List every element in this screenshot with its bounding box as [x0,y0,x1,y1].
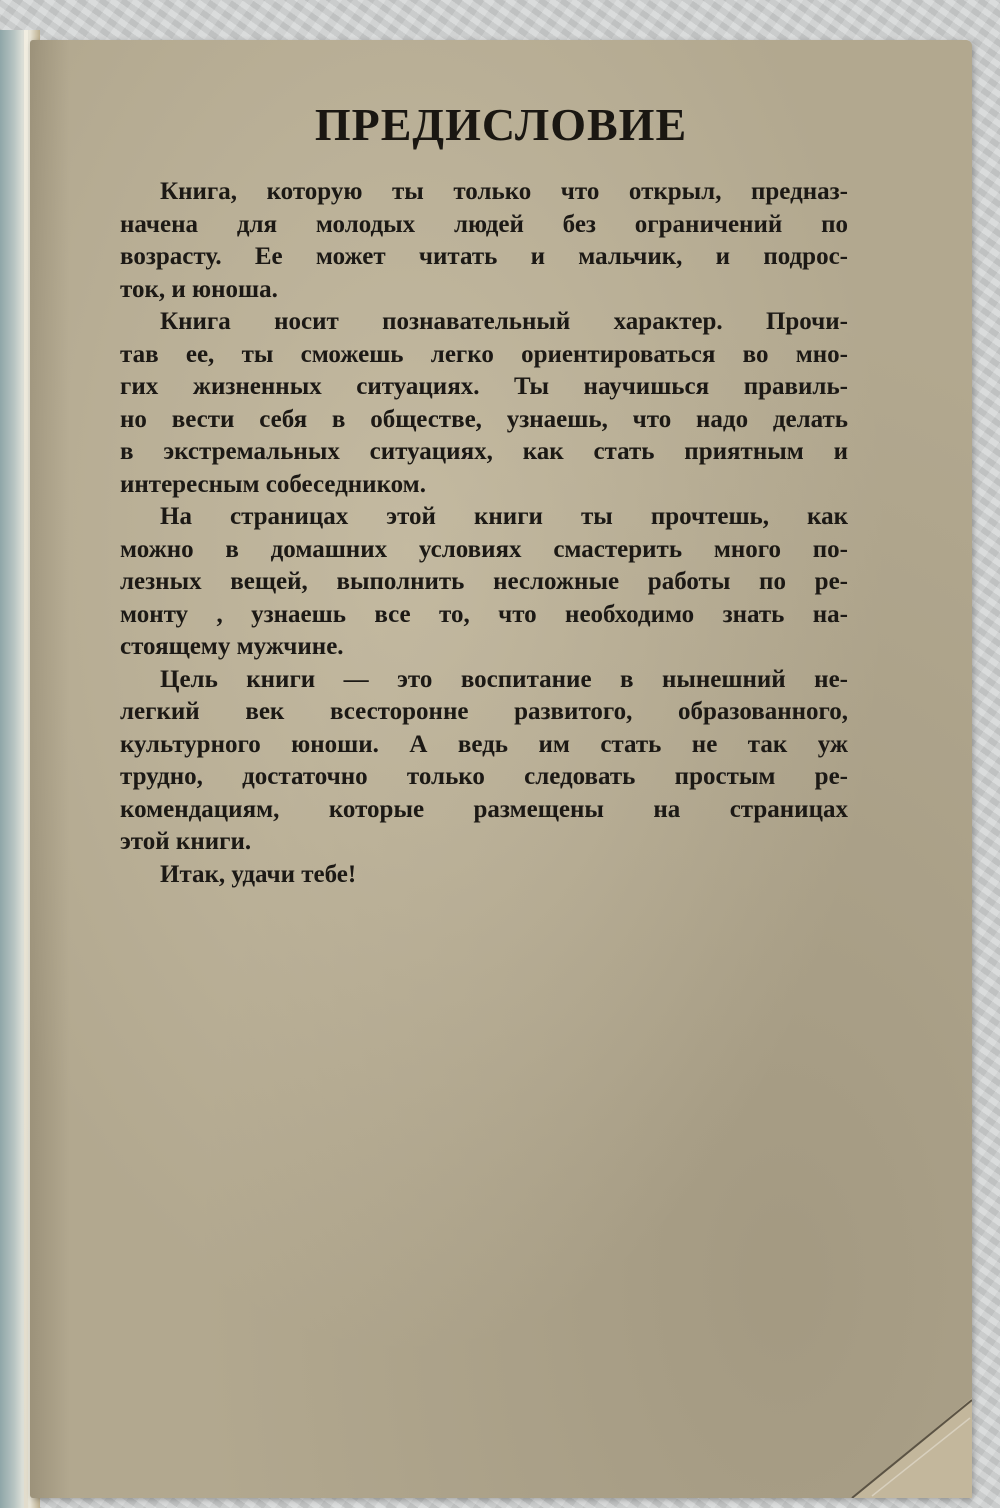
paragraph-1 [120,176,848,306]
text-line: можно в домашних условиях смастерить много по- [120,535,848,563]
text-line: но вести себя в обществе, узнаешь, что надо делать [120,405,848,433]
text-line: гих жизненных ситуациях. Ты научишься правиль- [120,373,848,400]
text-line: стоящему мужчине. [120,633,344,660]
page-title: ПРЕДИСЛОВИЕ [314,99,688,150]
text-line: Книга носит познавательный характер. Прочи- [160,308,848,335]
book-page [30,40,972,1498]
text-line: На страницах этой книги ты прочтешь, как [160,503,848,530]
folded-corner [812,1378,972,1498]
preface-text [120,176,848,891]
text-line: Цель книги — это воспитание в нынешний не- [160,665,848,693]
text-line: ток, и юноша. [120,275,278,303]
text-line: начена для молодых людей без ограничений по [120,210,848,238]
text-line: тав ее, ты сможешь легко ориентироваться во мно- [120,340,848,368]
text-line: Итак, удачи тебе! [160,860,357,888]
text-line: в экстремальных ситуациях, как стать приятным и [120,438,848,465]
text-line: Книга, которую ты только что открыл, предназ- [160,178,848,205]
text-line: трудно, достаточно только следовать простым ре- [120,763,848,790]
text-line: легкий век всесторонне развитого, образованного, [120,698,848,725]
text-line: культурного юноши. А ведь им стать не так уж [120,730,848,758]
text-line: интересным собеседником. [120,470,426,498]
text-line: лезных вещей, выполнить несложные работы по ре- [120,568,848,595]
paragraph-4 [120,664,848,859]
paragraph-2 [120,306,848,501]
text-line: возрасту. Ее может читать и мальчик, и подрос- [120,243,848,270]
text-line: комендациям, которые размещены на страницах [120,795,848,823]
text-line: этой книги. [120,828,252,855]
paragraph-5 [120,859,848,892]
text-line: монту , узнаешь все то, что необходимо знать на- [120,600,848,628]
paragraph-3 [120,501,848,664]
